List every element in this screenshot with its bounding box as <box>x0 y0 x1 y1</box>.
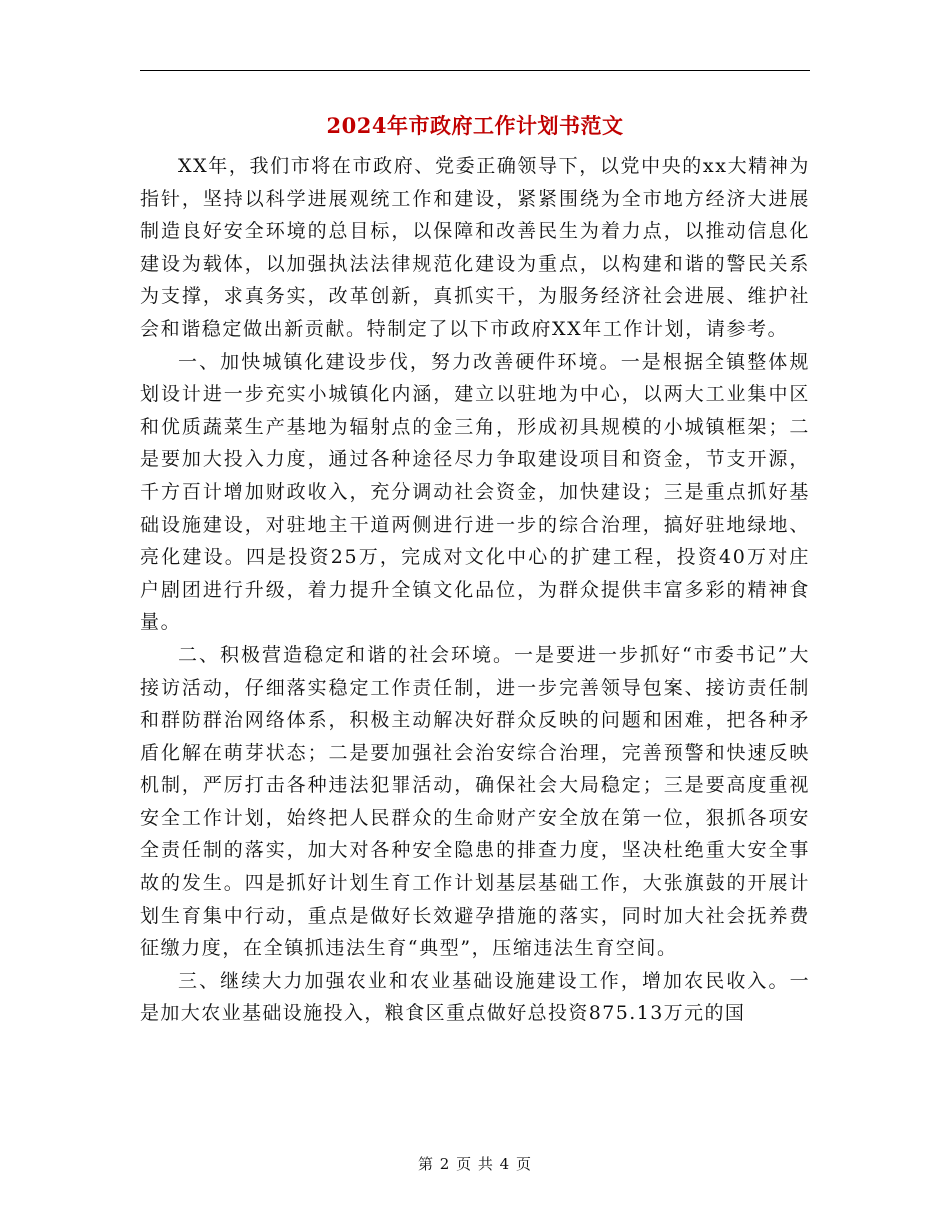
header-rule <box>140 70 810 71</box>
document-title: 2024年市政府工作计划书范文 <box>326 113 624 138</box>
paragraph-section-3: 三、继续大力加强农业和农业基础设施建设工作，增加农民收入。一是加大农业基础设施投入，粮食区重点做好总投资875.13万元的国 <box>140 969 810 1025</box>
paragraph-section-2: 二、积极营造稳定和谐的社会环境。一是要进一步抓好“市委书记”大接访活动，仔细落实稳定工作责任制，进一步完善领导包案、接访责任制和群防群治网络体系，积极主动解决好群众反映的问题和困难，把各种矛盾化解在萌芽状态；二是要加强社会治安综合治理，完善预警和快速反映机制，严厉打击各种违法犯罪活动，确保社会大局稳定；三是要高度重视安全工作计划，始终把人民群众的生命财产安全放在第一位，狠抓各项安全责任制的落实，加大对各种安全隐患的排查力度，坚决杜绝重大安全事故的发生。四是抓好计划生育工作计划基层基础工作，大张旗鼓的开展计划生育集中行动，重点是做好长效避孕措施的落实，同时加大社会抚养费征缴力度，在全镇抓违法生育“典型”，压缩违法生育空间。 <box>140 643 810 960</box>
page-footer: 第 2 页 共 4 页 <box>418 1155 532 1173</box>
paragraph-section-1: 一、加快城镇化建设步伐，努力改善硬件环境。一是根据全镇整体规划设计进一步充实小城镇化内涵，建立以驻地为中心，以两大工业集中区和优质蔬菜生产基地为辐射点的金三角，形成初具规模的小城镇框架；二是要加大投入力度，通过各种途径尽力争取建设项目和资金，节支开源，千方百计增加财政收入，充分调动社会资金，加快建设；三是重点抓好基础设施建设，对驻地主干道两侧进行进一步的综合治理，搞好驻地绿地、亮化建设。四是投资25万，完成对文化中心的扩建工程，投资40万对庄户剧团进行升级，着力提升全镇文化品位，为群众提供丰富多彩的精神食量。 <box>140 350 810 634</box>
document-body <box>140 150 810 1030</box>
paragraph-intro: XX年，我们市将在市政府、党委正确领导下，以党中央的xx大精神为指针，坚持以科学进展观统工作和建设，紧紧围绕为全市地方经济大进展制造良好安全环境的总目标，以保障和改善民生为着力点，以推动信息化建设为载体，以加强执法法律规范化建设为重点，以构建和谐的警民关系为支撑，求真务实，改革创新，真抓实干，为服务经济社会进展、维护社会和谐稳定做出新贡献。特制定了以下市政府XX年工作计划，请参考。 <box>140 155 810 340</box>
